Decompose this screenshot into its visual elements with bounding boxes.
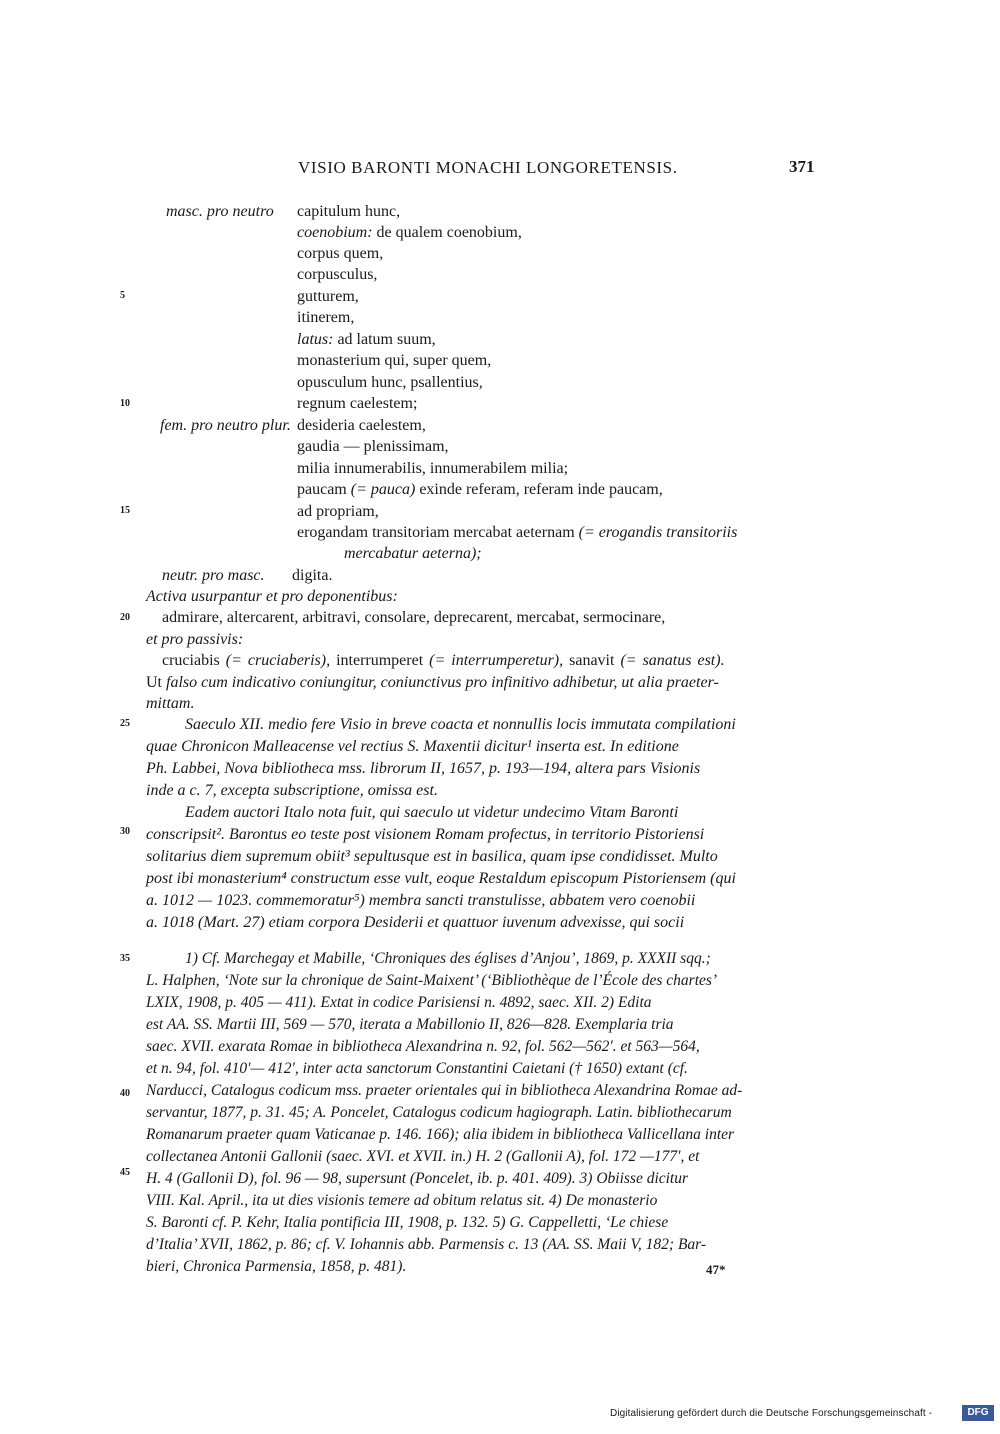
footnote-line: VIII. Kal. April., ita ut dies visionis temere ad obitum relatus sit. 4) De monasterio [146, 1192, 658, 1209]
section-heading: et pro passivis: [146, 631, 244, 648]
paragraph-line: quae Chronicon Malleacense vel rectius S. Maxentii dicitur¹ inserta est. In editione [146, 738, 679, 755]
list-label-fem: fem. pro neutro plur. [160, 417, 291, 434]
paragraph-line: Eadem auctori Italo nota fuit, qui saeculo ut videtur undecimo Vitam Baronti [185, 804, 679, 821]
paragraph-line: post ibi monasterium⁴ constructum esse vult, eoque Restaldum episcopum Pistoriensem (qui [146, 870, 736, 887]
footnote-line: saec. XVII. exarata Romae in bibliotheca Alexandrina n. 92, fol. 562—562′. et 563—564, [146, 1038, 700, 1055]
verb-list: admirare, altercarent, arbitravi, consolare, deprecarent, mercabat, sermocinare, [162, 609, 666, 626]
list-item: monasterium qui, super quem, [297, 352, 492, 369]
list-item: paucam (= pauca) exinde referam, referam inde paucam, [297, 481, 663, 498]
page-number: 371 [789, 157, 815, 176]
footnote-line: bieri, Chronica Parmensia, 1858, p. 481). [146, 1258, 407, 1275]
footnote-line: H. 4 (Gallonii D), fol. 96 — 98, supersunt (Poncelet, ib. p. 401. 409). 3) Obiisse dicitur [146, 1170, 689, 1187]
paragraph-line: a. 1012 — 1023. commemoratur⁵) membra sancti transtulisse, abbatem vero coenobii [146, 892, 696, 909]
running-title: VISIO BARONTI MONACHI LONGORETENSIS. [298, 158, 678, 177]
footnote-line: LXIX, 1908, p. 405 — 411). Extat in codice Parisiensi n. 4892, saec. XII. 2) Edita [146, 994, 652, 1011]
paragraph-line: Ph. Labbei, Nova bibliotheca mss. librorum II, 1657, p. 193—194, altera pars Visionis [146, 760, 701, 777]
verb-list: cruciabis (= cruciaberis), interrumperet (= interrumperetur), sanavit (= sanatus est). [162, 652, 725, 669]
dfg-logo: DFG [962, 1405, 994, 1421]
paragraph-line: conscripsit². Barontus eo teste post visionem Romam profectus, in territorio Pistoriensi [146, 826, 705, 843]
list-item: gutturem, [297, 288, 359, 305]
footnote-line: d’Italia’ XVII, 1862, p. 86; cf. V. Iohannis abb. Parmensis c. 13 (AA. SS. Maii V, 182; Bar- [146, 1236, 707, 1253]
line-number: 35 [120, 953, 130, 964]
list-item: coenobium: de qualem coenobium, [297, 224, 522, 241]
line-number: 45 [120, 1167, 130, 1178]
list-item: ad propriam, [297, 503, 379, 520]
footnote-line: Narducci, Catalogus codicum mss. praeter orientales qui in bibliotheca Alexandrina Romae ad- [146, 1082, 743, 1099]
footnote-line: et n. 94, fol. 410′— 412′, inter acta sanctorum Constantini Caietani († 1650) extant (cf. [146, 1060, 688, 1077]
footnote-line: 1) Cf. Marchegay et Mabille, ‘Chroniques des églises d’Anjou’, 1869, p. XXXII sqq.; [185, 950, 711, 967]
list-item: milia innumerabilis, innumerabilem milia; [297, 460, 569, 477]
line-number: 30 [120, 826, 130, 837]
footnote-line: collectanea Antonii Gallonii (saec. XVI. et XVII. in.) H. 2 (Gallonii A), fol. 172 —177′, et [146, 1148, 700, 1165]
list-item: mercabatur aeterna); [344, 545, 482, 562]
list-item: corpusculus, [297, 266, 378, 283]
signature-mark: 47* [706, 1262, 726, 1277]
list-item: digita. [292, 567, 333, 584]
line-number: 20 [120, 612, 130, 623]
line-number: 40 [120, 1088, 130, 1099]
footnote-line: S. Baronti cf. P. Kehr, Italia pontificia III, 1908, p. 132. 5) G. Cappelletti, ‘Le chiese [146, 1214, 669, 1231]
digitization-credit: Digitalisierung gefördert durch die Deutsche Forschungsgemeinschaft - [610, 1408, 933, 1419]
footnote-line: est AA. SS. Martii III, 569 — 570, iterata a Mabillonio II, 826—828. Exemplaria tria [146, 1016, 674, 1033]
list-item: gaudia — plenissimam, [297, 438, 449, 455]
paragraph-line: a. 1018 (Mart. 27) etiam corpora Desiderii et quattuor iuvenum advexisse, qui socii [146, 914, 685, 931]
list-item: regnum caelestem; [297, 395, 418, 412]
footnote-line: servantur, 1877, p. 31. 45; A. Poncelet, Catalogus codicum hagiograph. Latin. bibliothecarum [146, 1104, 732, 1121]
section-heading: Activa usurpantur et pro deponentibus: [146, 588, 398, 605]
list-item: erogandam transitoriam mercabat aeternam (= erogandis transitoriis [297, 524, 738, 541]
paragraph-line: Saeculo XII. medio fere Visio in breve coacta et nonnullis locis immutata compilationi [185, 716, 736, 733]
line-number: 15 [120, 505, 130, 516]
footnote-line: L. Halphen, ‘Note sur la chronique de Saint-Maixent’ (‘Bibliothèque de l’École des chartes’ [146, 972, 718, 989]
list-label-neutr: neutr. pro masc. [162, 567, 265, 584]
line-number: 10 [120, 398, 130, 409]
paragraph-line: solitarius diem supremum obiit³ sepultusque est in basilica, quam ipse condidisset. Multo [146, 848, 718, 865]
list-item: opusculum hunc, psallentius, [297, 374, 483, 391]
list-label-masc: masc. pro neutro [166, 203, 274, 220]
list-item: capitulum hunc, [297, 203, 401, 220]
footnote-line: Romanarum praeter quam Vaticanae p. 146. 166); alia ibidem in bibliotheca Vallicellana inter [146, 1126, 735, 1143]
list-item: corpus quem, [297, 245, 384, 262]
text-line: Ut falso cum indicativo coniungitur, coniunctivus pro infinitivo adhibetur, ut alia praeter- [146, 674, 719, 691]
line-number: 5 [120, 290, 125, 301]
line-number: 25 [120, 718, 130, 729]
list-item: desideria caelestem, [297, 417, 426, 434]
list-item: latus: ad latum suum, [297, 331, 436, 348]
text-line: mittam. [146, 695, 195, 712]
paragraph-line: inde a c. 7, excepta subscriptione, omissa est. [146, 782, 438, 799]
list-item: itinerem, [297, 309, 355, 326]
